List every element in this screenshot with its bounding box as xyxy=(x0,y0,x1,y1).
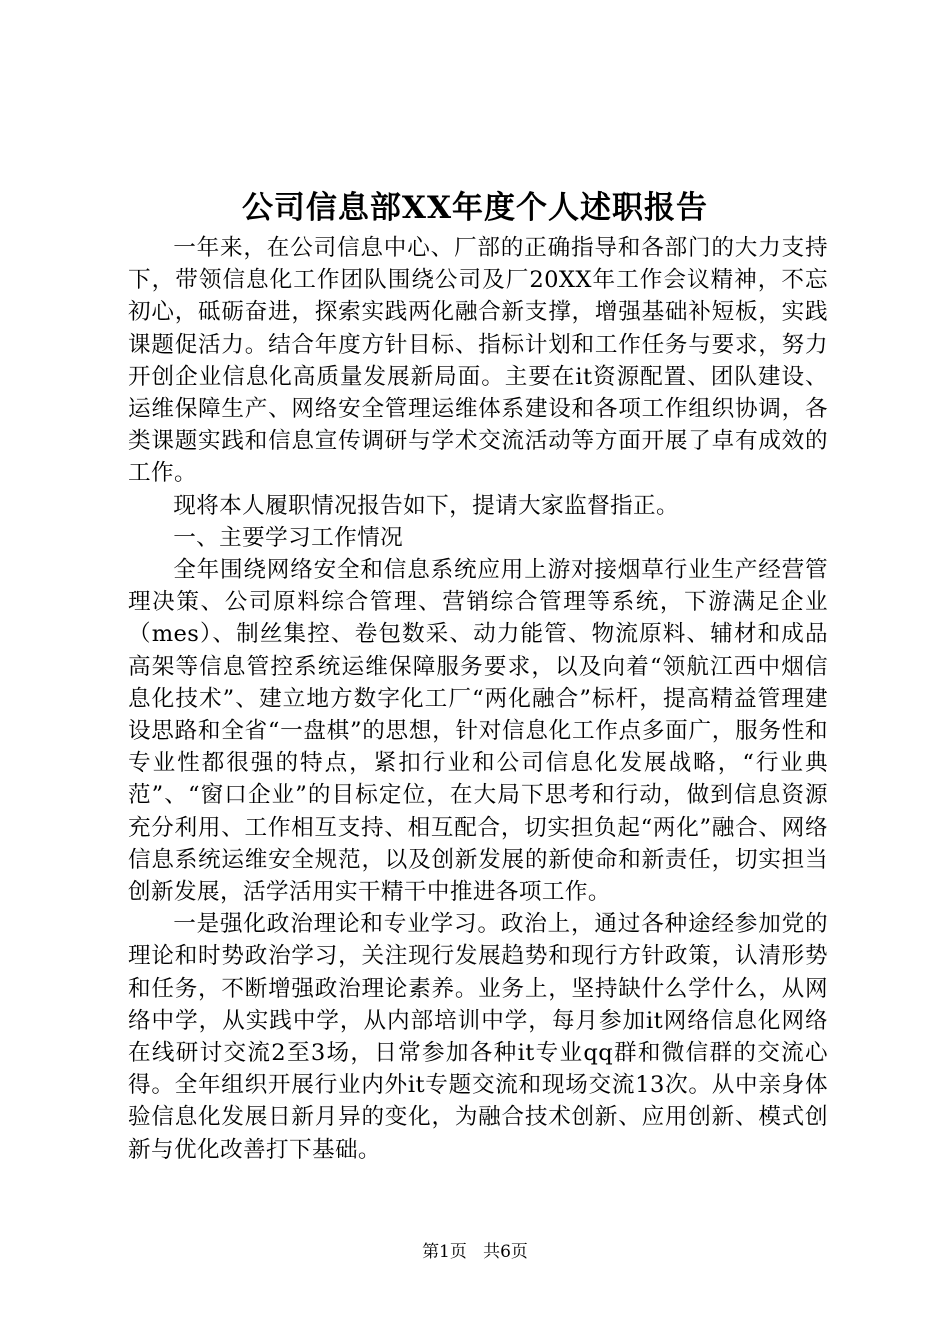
page-footer xyxy=(0,1240,950,1264)
document-title: 公司信息部XX年度个人述职报告 xyxy=(241,190,709,226)
document-body xyxy=(128,232,828,1166)
section-paragraph: 全年围绕网络安全和信息系统应用上游对接烟草行业生产经营管理决策、公司原料综合管理、营销综合管理等系统，下游满足企业（mes）、制丝集控、卷包数采、动力能管、物流原料、辅材和成品高架等信息管控系统运维保障服务要求，以及向着“领航江西中烟信息化技术”、建立地方数字化工厂“两化融合”标杆，提高精益管理建设思路和全省“一盘棋”的思想，针对信息化工作点多面广，服务性和专业性都很强的特点，紧扣行业和公司信息化发展战略，“行业典范”、“窗口企业”的目标定位，在大局下思考和行动，做到信息资源充分利用、工作相互支持、相互配合，切实担负起“两化”融合、网络信息系统运维安全规范，以及创新发展的新使命和新责任，切实担当创新发展，活学活用实干精干中推进各项工作。 xyxy=(128,557,828,906)
section-paragraph: 一是强化政治理论和专业学习。政治上，通过各种途经参加党的理论和时势政治学习，关注现行发展趋势和现行方针政策，认清形势和任务，不断增强政治理论素养。业务上，坚持缺什么学什么，从网络中学，从实践中学，从内部培训中学，每月参加it网络信息化网络在线研讨交流2至3场，日常参加各种it专业qq群和微信群的交流心得。全年组织开展行业内外it专题交流和现场交流13次。从中亲身体验信息化发展日新月异的变化，为融合技术创新、应用创新、模式创新与优化改善打下基础。 xyxy=(128,911,828,1163)
section-heading: 一、主要学习工作情况 xyxy=(173,524,404,551)
page-number: 第1页 xyxy=(422,1242,467,1262)
report-statement-paragraph: 现将本人履职情况报告如下，提请大家监督指正。 xyxy=(173,492,680,519)
page-total: 共6页 xyxy=(483,1242,528,1262)
intro-paragraph: 一年来，在公司信息中心、厂部的正确指导和各部门的大力支持下，带领信息化工作团队围绕公司及厂20XX年工作会议精神，不忘初心，砥砺奋进，探索实践两化融合新支撑，增强基础补短板，实践课题促活力。结合年度方针目标、指标计划和工作任务与要求，努力开创企业信息化高质量发展新局面。主要在it资源配置、团队建设、运维保障生产、网络安全管理运维体系建设和各项工作组织协调，各类课题实践和信息宣传调研与学术交流活动等方面开展了卓有成效的工作。 xyxy=(128,235,828,487)
